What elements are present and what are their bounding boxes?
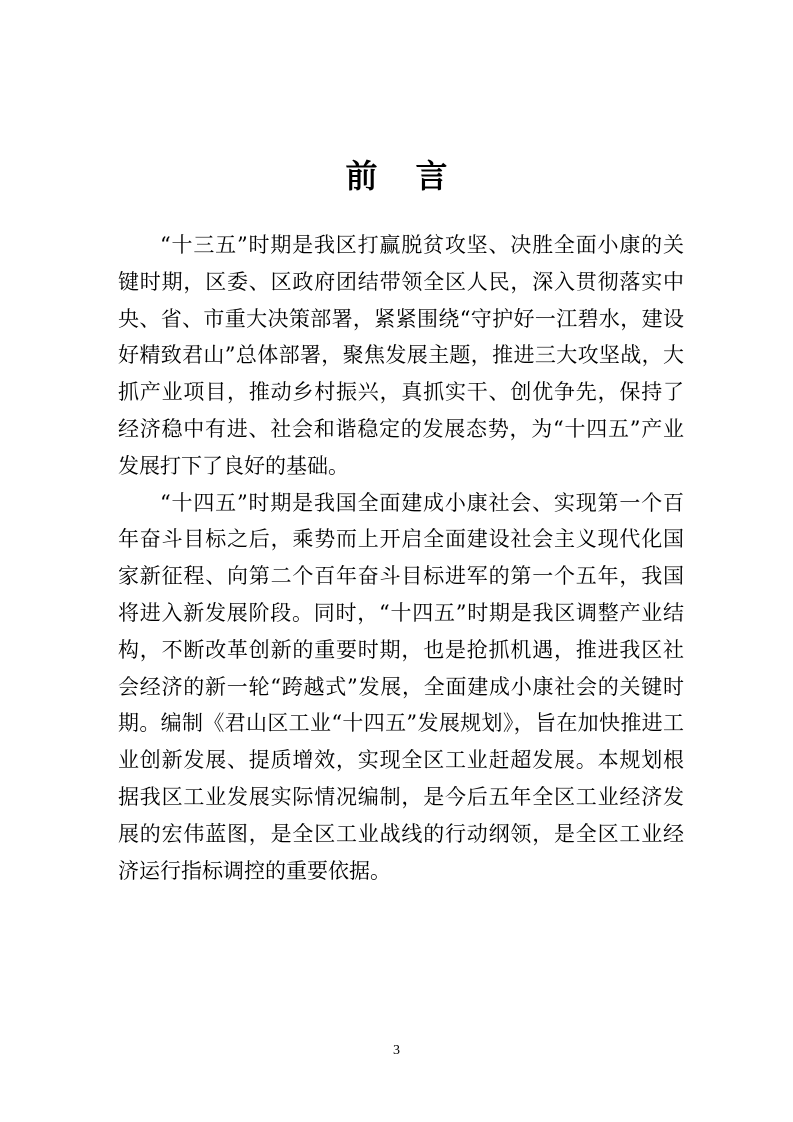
- body-text: [118, 227, 684, 889]
- paragraph-2: “十四五”时期是我国全面建成小康社会、实现第一个百年奋斗目标之后，乘势而上开启全面建设社会主义现代化国家新征程、向第二个百年奋斗目标进军的第一个五年，我国将进入新发展阶段。同时，“十四五”时期是我区调整产业结构，不断改革创新的重要时期，也是抢抓机遇，推进我区社会经济的新一轮“跨越式”发展，全面建成小康社会的关键时期。编制《君山区工业“十四五”发展规划》，旨在加快推进工业创新发展、提质增效，实现全区工业赶超发展。本规划根据我区工业发展实际情况编制，是今后五年全区工业经济发展的宏伟蓝图，是全区工业战线的行动纲领，是全区工业经济运行指标调控的重要依据。: [118, 490, 684, 883]
- page-title: 前言: [345, 157, 486, 195]
- page-number: 3: [393, 1043, 400, 1058]
- paragraph-1: “十三五”时期是我区打赢脱贫攻坚、决胜全面小康的关键时期，区委、区政府团结带领全区人民，深入贯彻落实中央、省、市重大决策部署，紧紧围绕“守护好一江碧水，建设好精致君山”总体部署，聚焦发展主题，推进三大攻坚战，大抓产业项目，推动乡村振兴，真抓实干、创优争先，保持了经济稳中有进、社会和谐稳定的发展态势，为“十四五”产业发展打下了良好的基础。: [118, 233, 684, 478]
